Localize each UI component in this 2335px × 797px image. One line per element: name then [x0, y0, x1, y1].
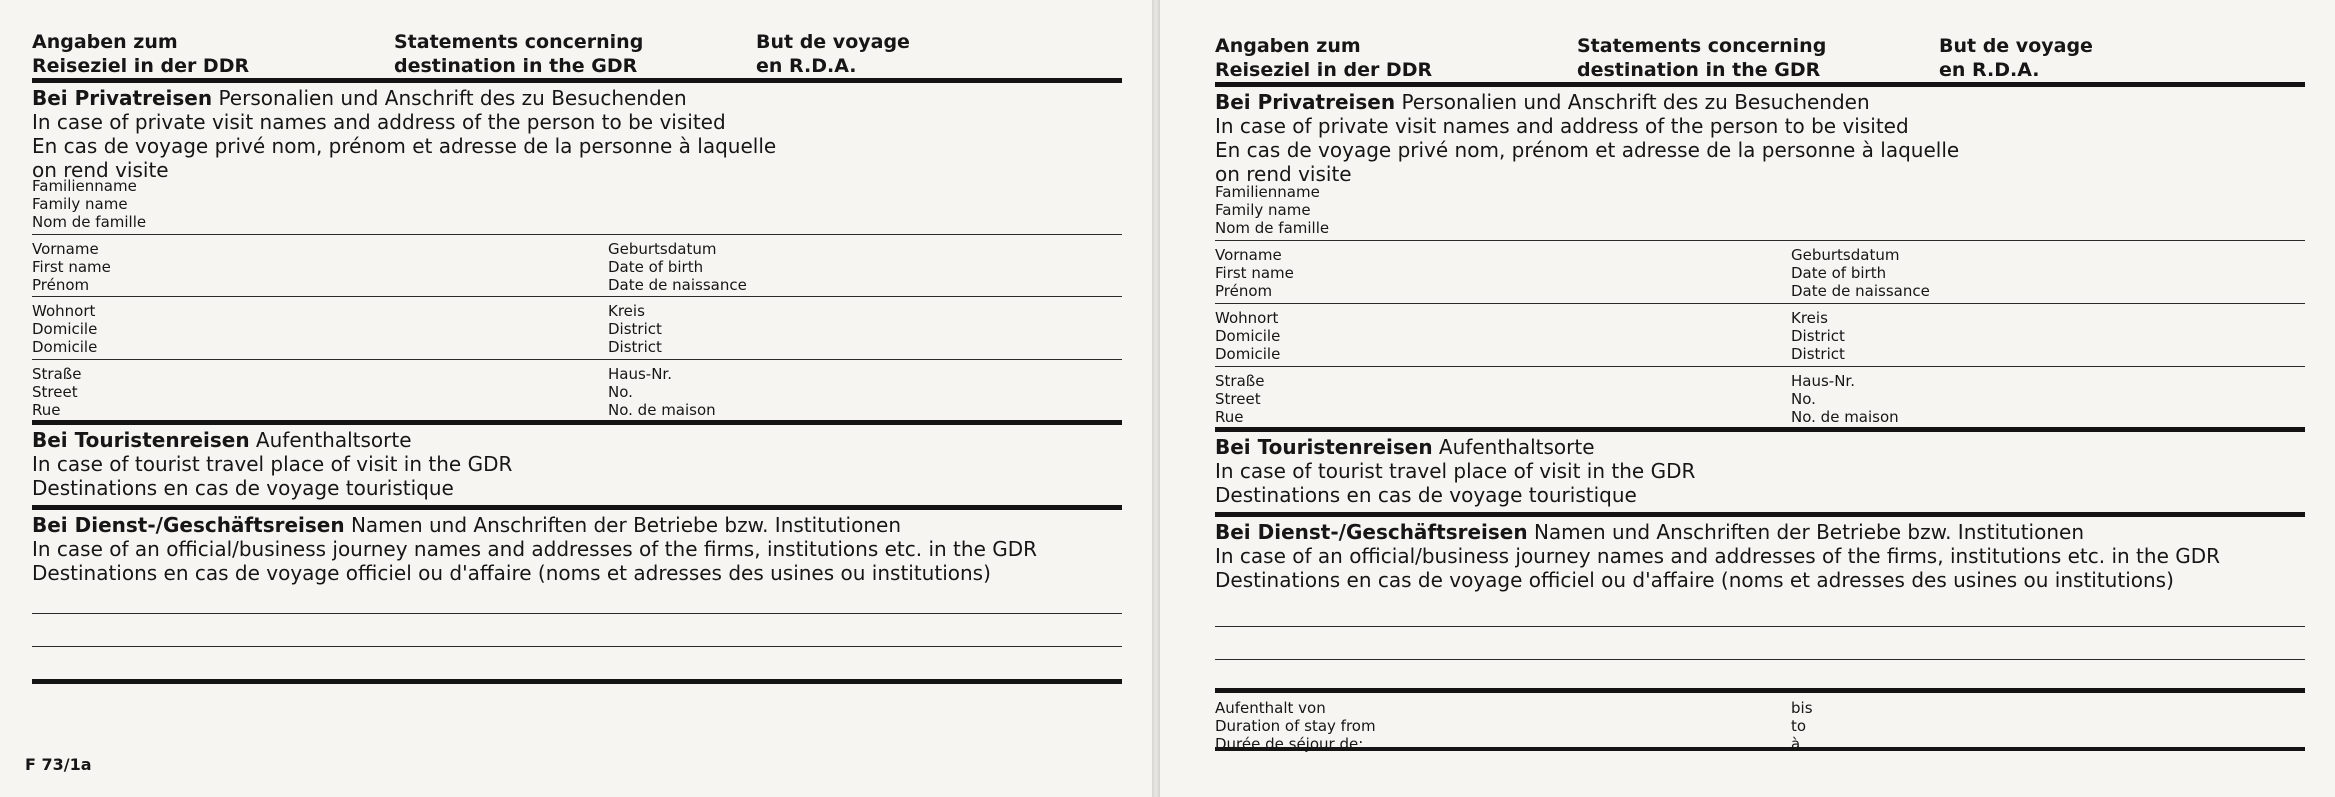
divider	[32, 679, 1122, 684]
header-de: Angaben zum Reiseziel in der DDR	[32, 31, 250, 77]
business-line-1[interactable]	[1215, 592, 2305, 627]
birth-date-field[interactable]: Geburtsdatum Date of birth Date de naissance	[1791, 246, 1930, 300]
family-name-field[interactable]: Familienname Family name Nom de famille	[32, 177, 147, 231]
street-field[interactable]: Straße Street Rue	[32, 365, 82, 419]
private-en: In case of private visit names and address of the person to be visited	[1215, 114, 1909, 138]
tourist-section[interactable]	[32, 425, 1122, 505]
domicile-field[interactable]: Wohnort Domicile Domicile	[32, 302, 98, 356]
tourist-fr: Destinations en cas de voyage touristique	[1215, 483, 1637, 507]
business-en: In case of an official/business journey names and addresses of the firms, institutions etc. in the GDR	[32, 537, 1038, 561]
private-section	[32, 83, 1122, 182]
business-title-rest: Namen und Anschriften der Betriebe bzw. Institutionen	[344, 513, 902, 537]
private-fr: En cas de voyage privé nom, prénom et adresse de la personne à laquelle on rend visite	[1215, 138, 1960, 186]
private-section	[1215, 87, 2305, 186]
business-line-2[interactable]	[32, 614, 1122, 647]
business-fr: Destinations en cas de voyage officiel ou d'affaire (noms et adresses des usines ou institutions)	[32, 561, 991, 585]
business-line-2[interactable]	[1215, 627, 2305, 660]
page-gutter	[1152, 0, 1160, 797]
district-field[interactable]: Kreis District District	[608, 302, 662, 356]
business-title-bold: Bei Dienst-/Geschäftsreisen	[1215, 520, 1528, 544]
form-code: F 73/1a	[25, 755, 92, 774]
tourist-en: In case of tourist travel place of visit in the GDR	[32, 452, 513, 476]
header-en: Statements concerning destination in the GDR	[394, 31, 644, 77]
private-title-rest: Personalien und Anschrift des zu Besuchenden	[1395, 90, 1870, 114]
header-en: Statements concerning destination in the GDR	[1577, 35, 1827, 81]
right-form	[1215, 34, 2305, 751]
first-name-field[interactable]: Vorname First name Prénom	[1215, 246, 1294, 300]
private-title-bold: Bei Privatreisen	[1215, 90, 1396, 114]
private-title-bold: Bei Privatreisen	[32, 86, 213, 110]
tourist-title-bold: Bei Touristenreisen	[32, 428, 250, 452]
header-fr: But de voyage en R.D.A.	[1939, 35, 2093, 81]
right-page	[1160, 0, 2335, 797]
domicile-field[interactable]: Wohnort Domicile Domicile	[1215, 309, 1281, 363]
business-en: In case of an official/business journey names and addresses of the firms, institutions etc. in the GDR	[1215, 544, 2221, 568]
left-form	[32, 30, 1122, 684]
first-name-field[interactable]: Vorname First name Prénom	[32, 240, 111, 294]
tourist-fr: Destinations en cas de voyage touristique	[32, 476, 454, 500]
house-no-field[interactable]: Haus-Nr. No. No. de maison	[608, 365, 716, 419]
district-field[interactable]: Kreis District District	[1791, 309, 1845, 363]
tourist-title-bold: Bei Touristenreisen	[1215, 435, 1433, 459]
business-line-1[interactable]	[32, 585, 1122, 614]
tourist-en: In case of tourist travel place of visit in the GDR	[1215, 459, 1696, 483]
business-title-bold: Bei Dienst-/Geschäftsreisen	[32, 513, 345, 537]
stay-to-field[interactable]: bis to à	[1791, 699, 1813, 753]
birth-date-field[interactable]: Geburtsdatum Date of birth Date de naissance	[608, 240, 747, 294]
private-en: In case of private visit names and address of the person to be visited	[32, 110, 726, 134]
form-header	[32, 30, 1122, 78]
business-fr: Destinations en cas de voyage officiel ou d'affaire (noms et adresses des usines ou institutions)	[1215, 568, 2174, 592]
stay-from-field[interactable]: Aufenthalt von Duration of stay from Durée de séjour de:	[1215, 699, 1376, 753]
header-de: Angaben zum Reiseziel in der DDR	[1215, 35, 1433, 81]
tourist-section[interactable]	[1215, 432, 2305, 512]
left-page	[0, 0, 1152, 797]
divider	[1215, 747, 2305, 751]
house-no-field[interactable]: Haus-Nr. No. No. de maison	[1791, 372, 1899, 426]
business-title-rest: Namen und Anschriften der Betriebe bzw. Institutionen	[1527, 520, 2085, 544]
private-title-rest: Personalien und Anschrift des zu Besuchenden	[212, 86, 687, 110]
family-name-field[interactable]: Familienname Family name Nom de famille	[1215, 183, 1330, 237]
header-fr: But de voyage en R.D.A.	[756, 31, 910, 77]
private-fr: En cas de voyage privé nom, prénom et adresse de la personne à laquelle on rend visite	[32, 134, 777, 182]
tourist-title-rest: Aufenthaltsorte	[249, 428, 412, 452]
street-field[interactable]: Straße Street Rue	[1215, 372, 1265, 426]
business-section	[1215, 517, 2305, 592]
form-header	[1215, 34, 2305, 82]
business-section	[32, 510, 1122, 585]
tourist-title-rest: Aufenthaltsorte	[1432, 435, 1595, 459]
